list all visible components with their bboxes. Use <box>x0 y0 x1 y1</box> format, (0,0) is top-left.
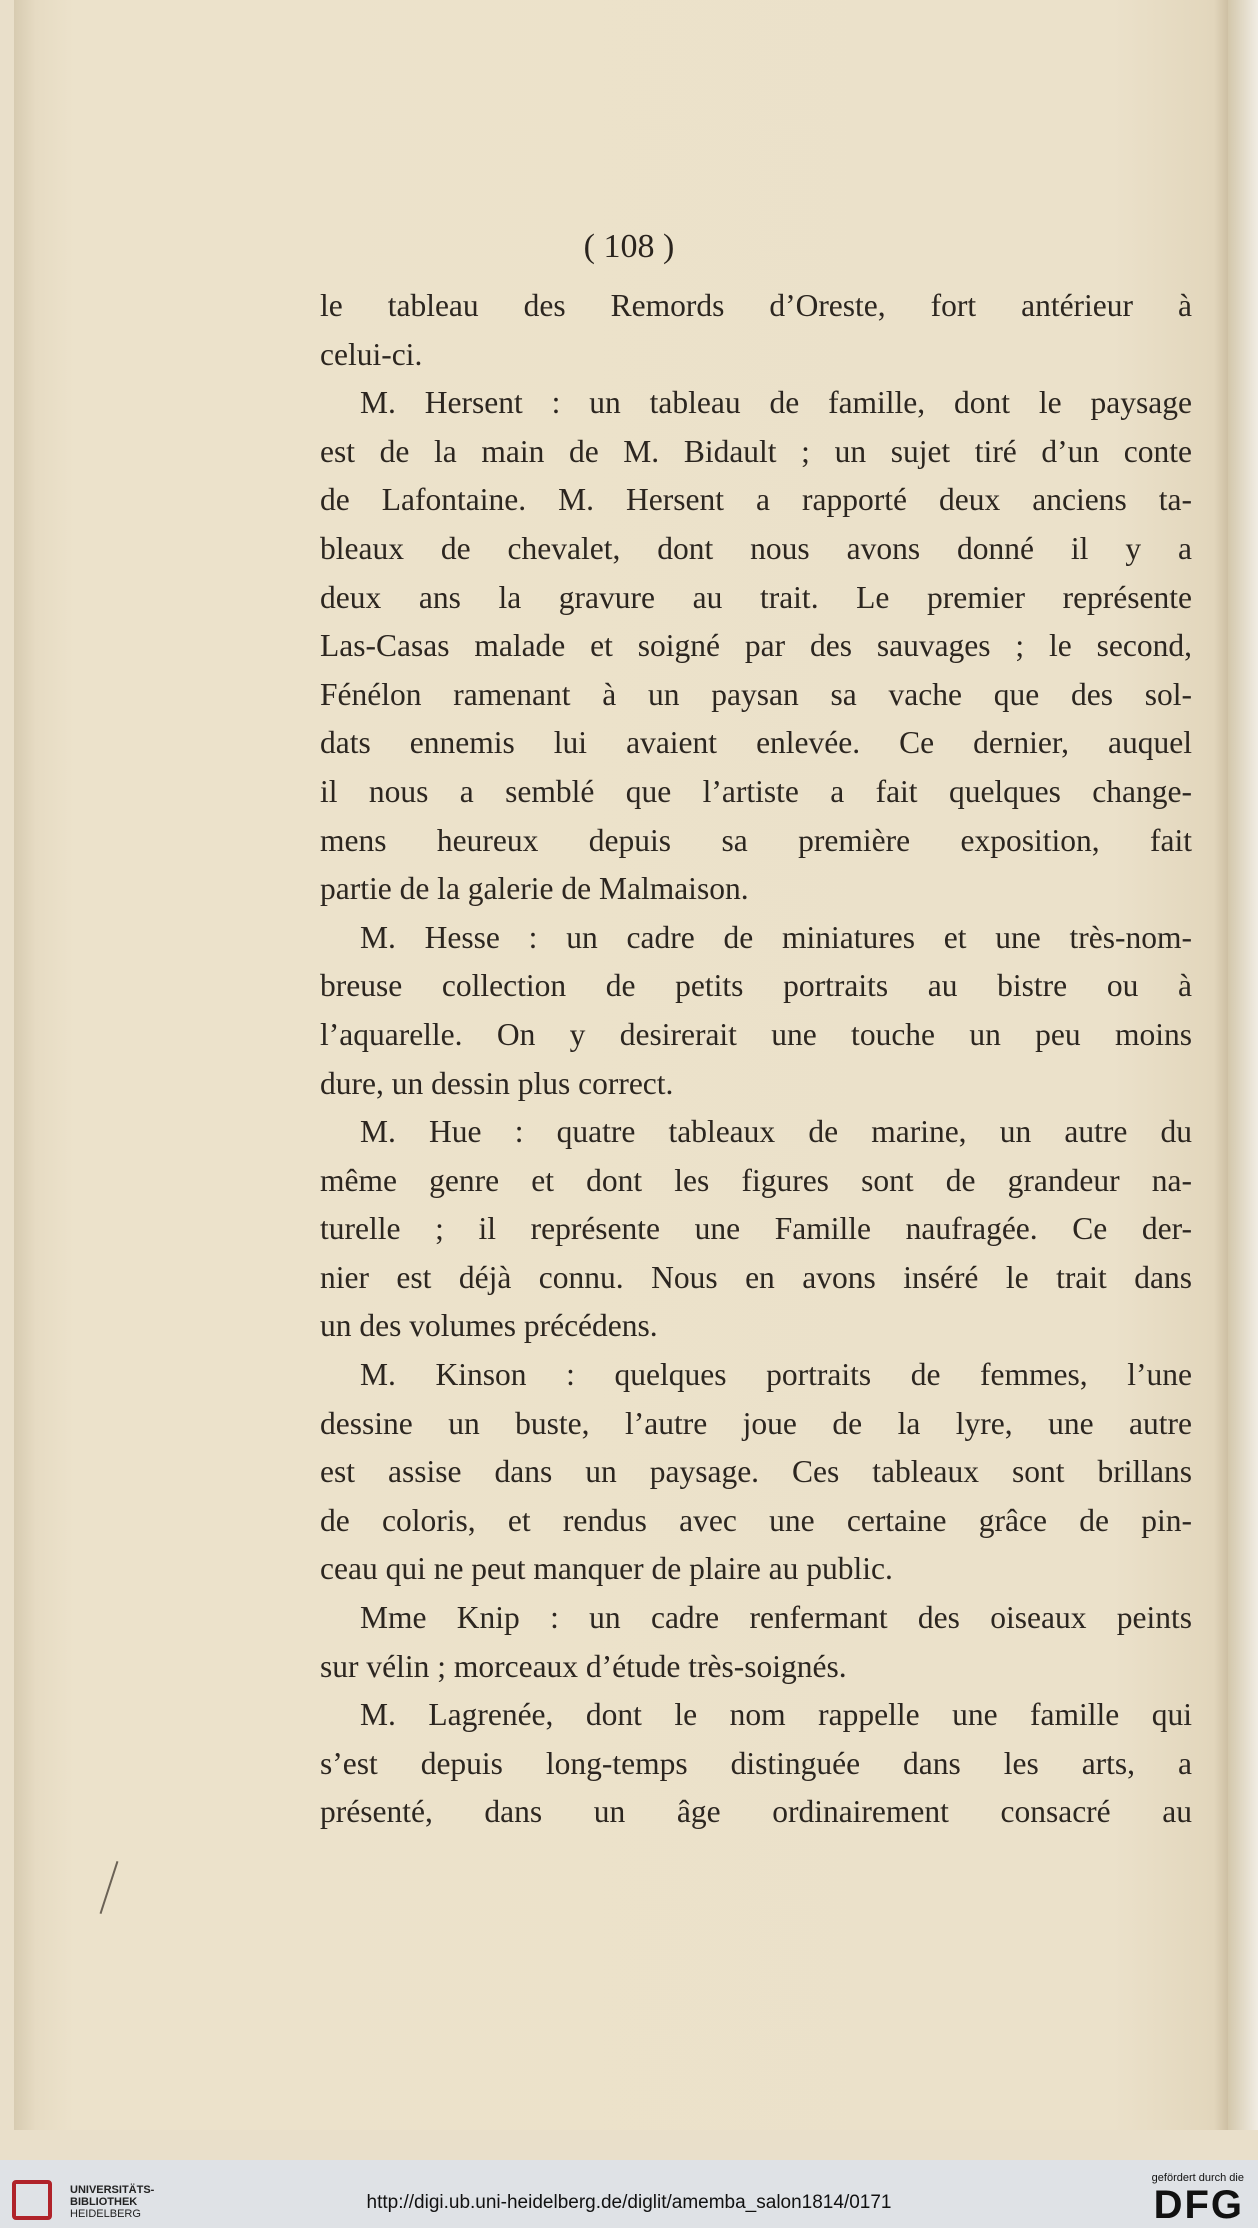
text-line: est assise dans un paysage. Ces tableaux sont brillans <box>320 1454 1192 1490</box>
text-line: est de la main de M. Bidault ; un sujet tiré d’un conte <box>320 433 1192 469</box>
text-line: le tableau des Remords d’Oreste, fort antérieur à <box>320 288 1192 323</box>
text-line: Fénélon ramenant à un paysan sa vache que des sol- <box>320 676 1192 712</box>
funder-logo <box>1152 2172 1244 2226</box>
text-line: M. Hue : quatre tableaux de marine, un autre du <box>360 1114 1192 1150</box>
text-line: mens heureux depuis sa première exposition, fait <box>320 822 1192 858</box>
library-name-line: HEIDELBERG <box>70 2208 141 2220</box>
text-line: breuse collection de petits portraits au bistre ou à <box>320 968 1192 1004</box>
text-line: M. Lagrenée, dont le nom rappelle une famille qui <box>360 1697 1192 1733</box>
page-number: ( 108 ) <box>583 228 675 265</box>
text-line: Las-Casas malade et soigné par des sauvages ; le second, <box>320 628 1192 664</box>
library-name-line: UNIVERSITÄTS- <box>70 2184 155 2196</box>
viewer-footer <box>0 2160 1258 2228</box>
text-line: s’est depuis long-temps distinguée dans les arts, a <box>320 1745 1192 1781</box>
text-line: M. Hesse : un cadre de miniatures et une très-nom- <box>360 919 1192 955</box>
text-line: de coloris, et rendus avec une certaine grâce de pin- <box>320 1502 1192 1538</box>
funder-brand: DFG <box>1153 2183 1244 2227</box>
text-line: l’aquarelle. On y desirerait une touche un peu moins <box>320 1016 1192 1052</box>
text-line: celui-ci. <box>320 336 423 372</box>
text-line: même genre et dont les figures sont de grandeur na- <box>320 1162 1192 1198</box>
body-text <box>320 282 1192 1837</box>
text-line: il nous a semblé que l’artiste a fait quelques change- <box>320 773 1192 809</box>
page-edge <box>1228 0 1258 2130</box>
text-line: M. Kinson : quelques portraits de femmes, l’une <box>360 1357 1192 1393</box>
text-line: dats ennemis lui avaient enlevée. Ce dernier, auquel <box>320 725 1192 761</box>
text-line: un des volumes précédens. <box>320 1308 658 1344</box>
text-line: bleaux de chevalet, dont nous avons donné il y a <box>320 530 1192 566</box>
text-line: turelle ; il représente une Famille naufragée. Ce der- <box>320 1211 1192 1247</box>
text-line: Mme Knip : un cadre renfermant des oiseaux peints <box>360 1600 1192 1636</box>
text-line: partie de la galerie de Malmaison. <box>320 871 749 907</box>
funder-caption: gefördert durch die <box>1151 2172 1244 2184</box>
text-line: deux ans la gravure au trait. Le premier représente <box>320 579 1192 615</box>
text-line: dessine un buste, l’autre joue de la lyre, une autre <box>320 1405 1192 1441</box>
text-line: de Lafontaine. M. Hersent a rapporté deux anciens ta- <box>320 482 1192 518</box>
text-line: sur vélin ; morceaux d’étude très-soignés. <box>320 1648 847 1684</box>
permalink-url[interactable]: http://digi.ub.uni-heidelberg.de/diglit/amemba_salon1814/0171 <box>366 2192 892 2213</box>
text-line: dure, un dessin plus correct. <box>320 1065 674 1101</box>
text-line: M. Hersent : un tableau de famille, dont le paysage <box>360 385 1192 421</box>
text-line: ceau qui ne peut manquer de plaire au public. <box>320 1551 893 1587</box>
library-name-line: BIBLIOTHEK <box>70 2196 138 2208</box>
text-line: présenté, dans un âge ordinairement consacré au <box>320 1794 1192 1830</box>
text-line: nier est déjà connu. Nous en avons inséré le trait dans <box>320 1259 1192 1295</box>
